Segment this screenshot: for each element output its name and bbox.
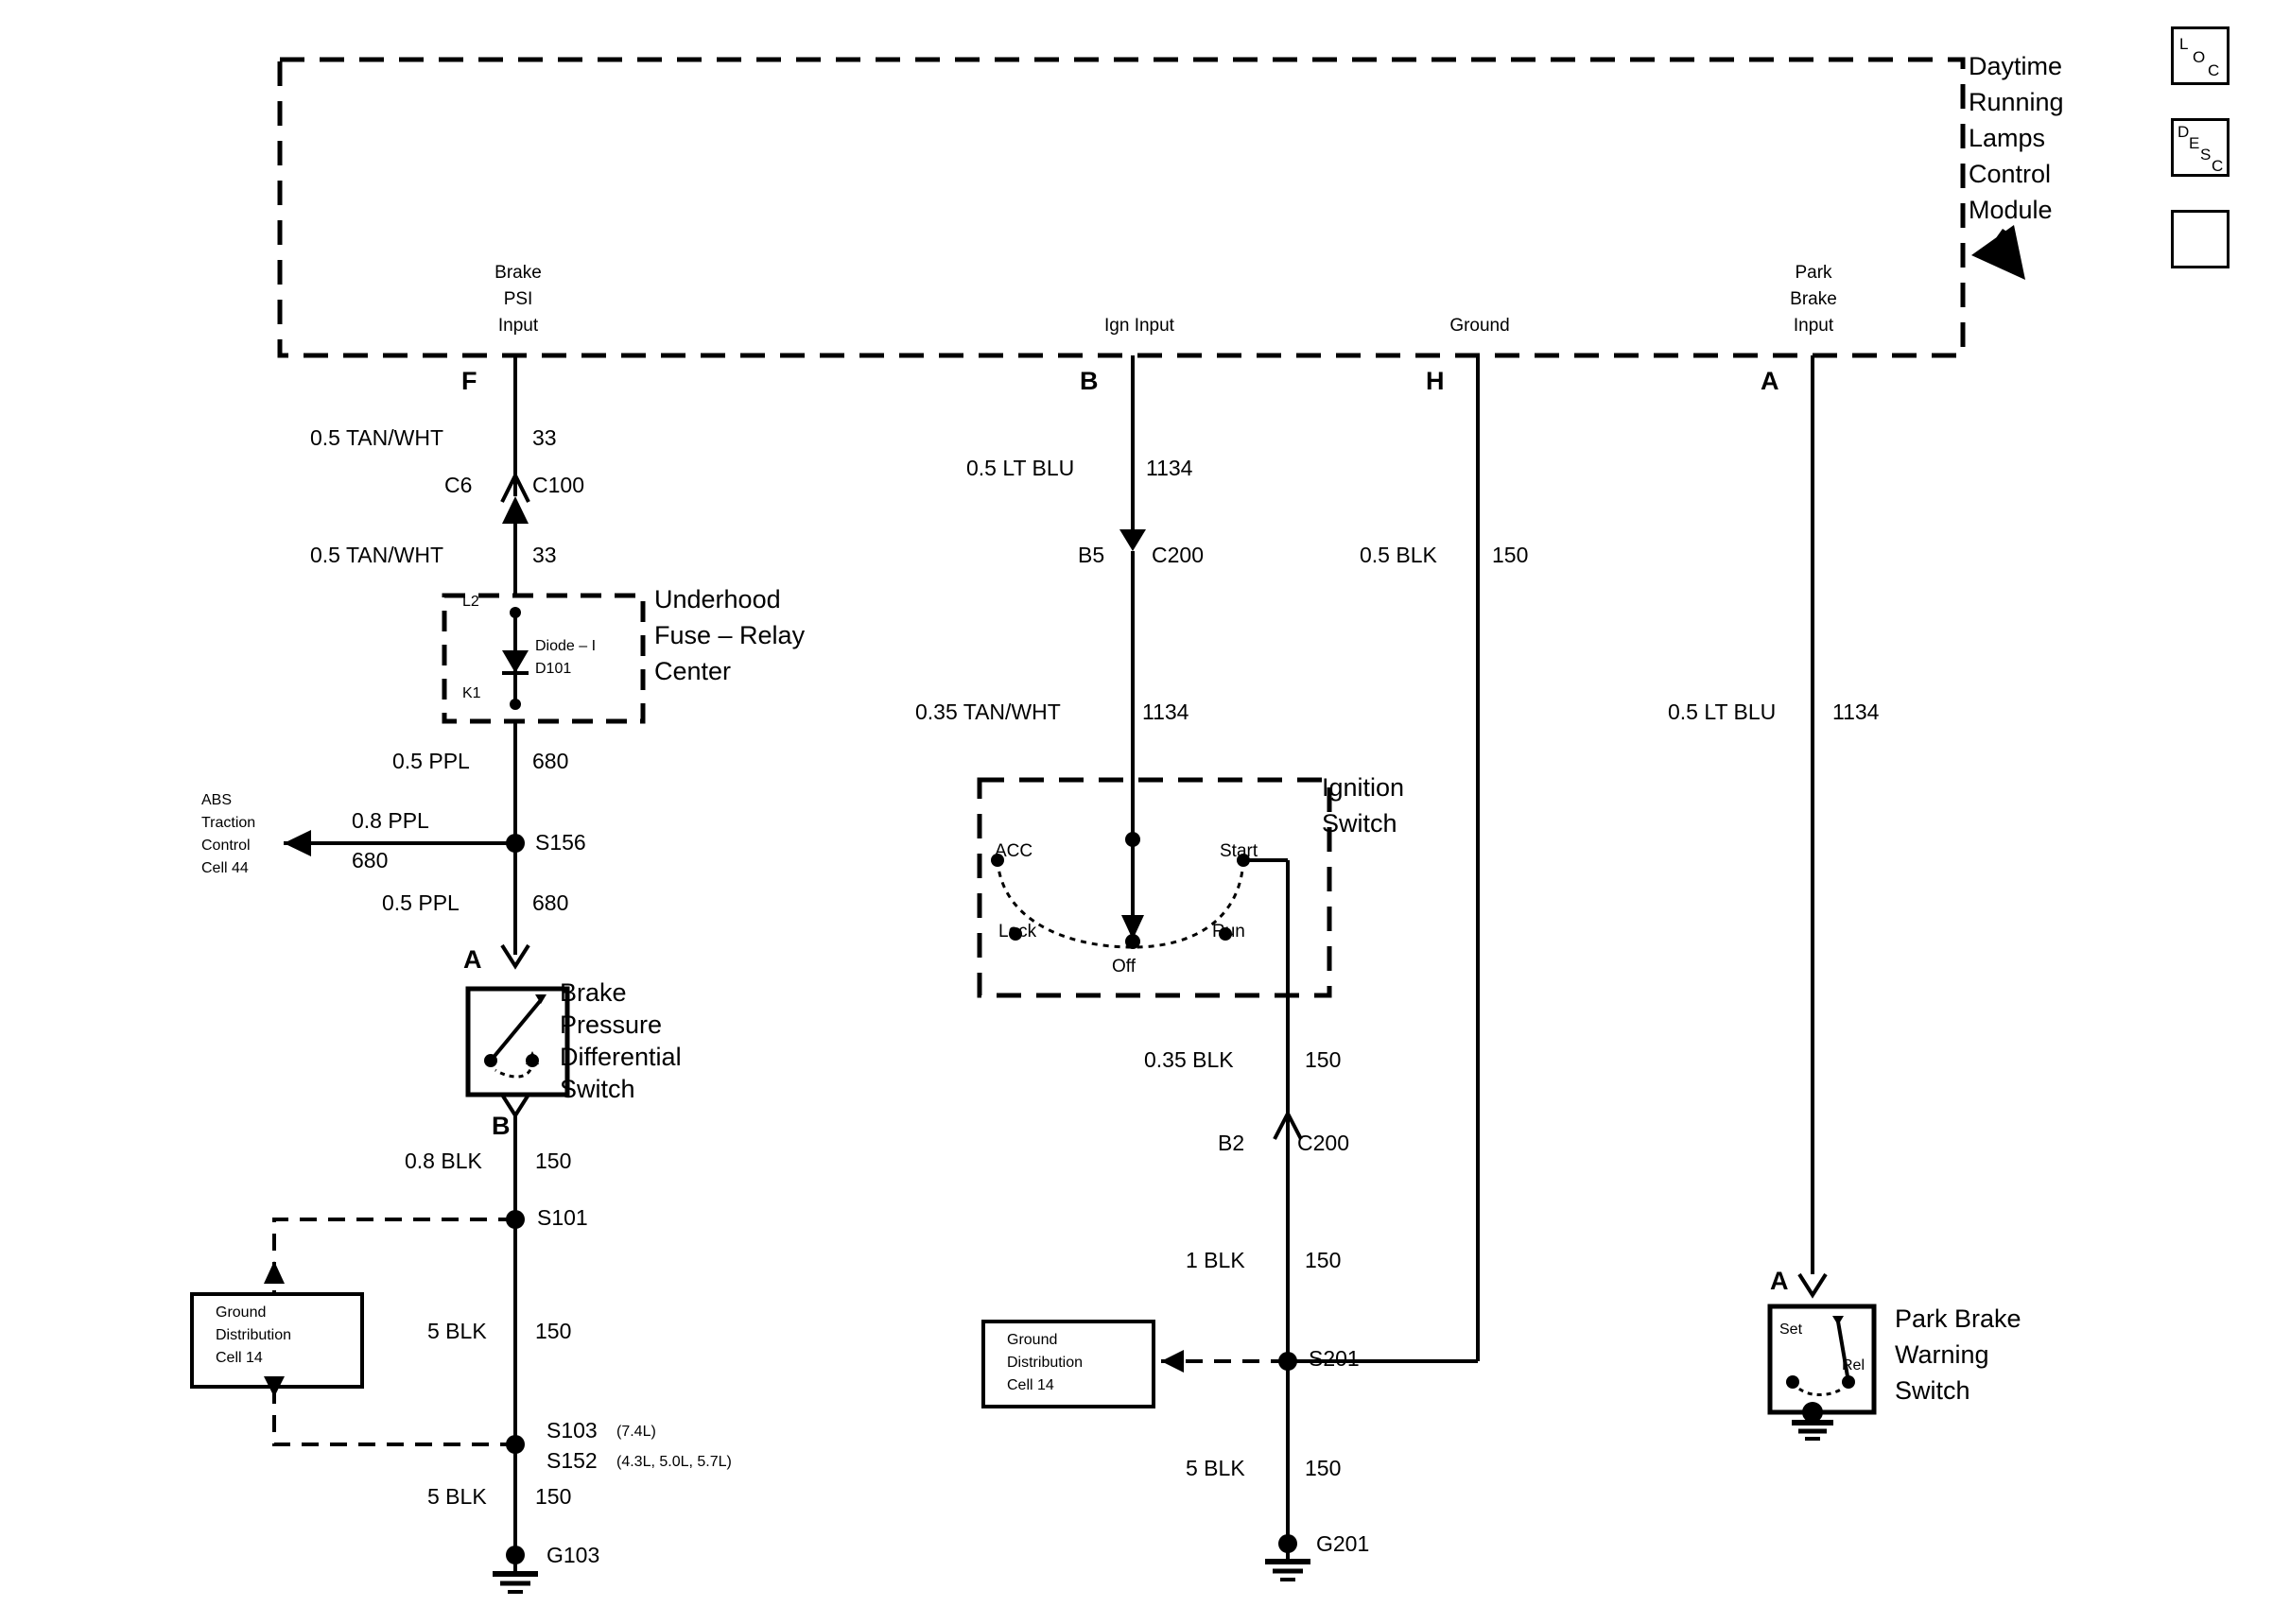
desc-char-e: E	[2189, 134, 2200, 152]
wire-brake-psi-2-circuit: 33	[532, 543, 557, 567]
park-brake-contact-set: Set	[1779, 1322, 1803, 1338]
ground-dist-mid-line3: Cell 14	[1007, 1377, 1054, 1393]
pin-h-label: Ground	[1449, 316, 1510, 336]
pin-a-id: A	[1761, 367, 1779, 395]
splice-s152-note: (4.3L, 5.0L, 5.7L)	[616, 1454, 732, 1470]
pin-a-label-line3: Input	[1793, 316, 1834, 336]
ignition-switch-title-line2: Switch	[1322, 809, 1397, 838]
pin-f-label-line3: Input	[497, 316, 539, 336]
desc-char-d: D	[2178, 123, 2190, 141]
splice-s103-note: (7.4L)	[616, 1424, 656, 1440]
desc-char-s: S	[2200, 146, 2212, 164]
pin-a-label-line2: Brake	[1790, 289, 1837, 309]
diode-terminal-l2: L2	[462, 594, 479, 610]
wire-ign-blk5-circuit: 150	[1305, 1456, 1342, 1480]
brake-switch-title-line3: Differential	[560, 1043, 682, 1071]
connector-c100-name: C100	[532, 473, 584, 497]
brake-switch-pin-a: A	[463, 945, 482, 974]
wire-ign-blk035-spec: 0.35 BLK	[1144, 1047, 1234, 1072]
wire-ppl-top-spec: 0.5 PPL	[392, 749, 470, 773]
wire-ppl-bottom-spec: 0.5 PPL	[382, 890, 460, 915]
wire-ign-blk5-spec: 5 BLK	[1186, 1456, 1245, 1480]
splice-s156-label: S156	[535, 830, 586, 855]
ignition-pos-run: Run	[1212, 922, 1245, 942]
connector-c200-bottom-pin: B2	[1218, 1131, 1245, 1155]
diode-id: D101	[535, 661, 572, 677]
diode-label: Diode – I	[535, 638, 597, 654]
loc-char-l: L	[2179, 35, 2189, 53]
loc-char-c: C	[2208, 61, 2220, 79]
desc-char-c: C	[2212, 157, 2224, 175]
brake-switch-pin-b: B	[492, 1112, 511, 1140]
wire-brake-psi-2-spec: 0.5 TAN/WHT	[310, 543, 443, 567]
park-brake-pin-a: A	[1770, 1267, 1789, 1295]
connector-c200-bottom-name: C200	[1297, 1131, 1349, 1155]
wire-ppl-top-circuit: 680	[532, 749, 569, 773]
abs-cell-line4: Cell 44	[201, 860, 249, 876]
park-brake-title-line1: Park Brake	[1895, 1304, 2021, 1333]
ignition-pos-off: Off	[1112, 957, 1136, 976]
drl-module-title-line5: Module	[1969, 196, 2053, 224]
wire-park-ltblu-circuit: 1134	[1832, 700, 1880, 724]
pin-a-label-line1: Park	[1795, 263, 1832, 283]
wire-brake-psi-1-spec: 0.5 TAN/WHT	[310, 425, 443, 450]
loc-button[interactable]	[2171, 26, 2230, 85]
pin-b-id: B	[1080, 367, 1099, 395]
park-brake-contact-rel: Rel	[1842, 1357, 1865, 1373]
splice-s101-label: S101	[537, 1205, 588, 1230]
wire-ign-ltblu-circuit: 1134	[1146, 456, 1193, 480]
wire-ppl-bottom-circuit: 680	[532, 890, 569, 915]
park-brake-title-line2: Warning	[1895, 1340, 1989, 1369]
abs-cell-line2: Traction	[201, 815, 256, 831]
desc-button[interactable]	[2171, 118, 2230, 177]
ground-dist-left-line3: Cell 14	[216, 1350, 263, 1366]
underhood-title-line2: Fuse – Relay	[654, 621, 806, 649]
wire-ign-blk035-circuit: 150	[1305, 1047, 1342, 1072]
drl-module-title-line4: Control	[1969, 160, 2052, 188]
wire-ign-ltblu-spec: 0.5 LT BLU	[966, 456, 1075, 480]
wire-blk5-upper-circuit: 150	[535, 1319, 572, 1343]
wire-ground-blk-circuit: 150	[1492, 543, 1529, 567]
connector-c200-top-name: C200	[1152, 543, 1204, 567]
drl-module-title-line3: Lamps	[1969, 124, 2046, 152]
wire-ppl-branch-spec: 0.8 PPL	[352, 808, 429, 833]
drl-module-title: Daytime	[1969, 52, 2063, 80]
wire-ground-blk-spec: 0.5 BLK	[1360, 543, 1437, 567]
brake-switch-title-line4: Switch	[560, 1075, 635, 1103]
pin-b-label: Ign Input	[1104, 316, 1174, 336]
splice-s103-label: S103	[547, 1418, 598, 1443]
underhood-title-line1: Underhood	[654, 585, 781, 613]
brake-switch-title-line2: Pressure	[560, 1011, 663, 1039]
ignition-pos-acc: ACC	[995, 841, 1033, 861]
loc-char-o: O	[2193, 48, 2206, 66]
drl-module-title-line2: Running	[1969, 88, 2064, 116]
wire-blk5-lower-circuit: 150	[535, 1484, 572, 1509]
ground-dist-left-line2: Distribution	[216, 1327, 292, 1343]
connector-c100-pin: C6	[444, 473, 473, 497]
diode-terminal-k1: K1	[462, 685, 481, 701]
abs-cell-line3: Control	[201, 838, 251, 854]
wire-ign-blk1-circuit: 150	[1305, 1248, 1342, 1272]
ground-dist-mid-line1: Ground	[1007, 1332, 1058, 1348]
wire-park-ltblu-spec: 0.5 LT BLU	[1668, 700, 1777, 724]
wire-ign-blk1-spec: 1 BLK	[1186, 1248, 1245, 1272]
ground-dist-mid-line2: Distribution	[1007, 1355, 1084, 1371]
pin-f-label-line2: PSI	[503, 289, 533, 309]
brake-switch-title-line1: Brake	[560, 978, 627, 1007]
ignition-pos-start: Start	[1220, 841, 1258, 861]
ignition-switch-title-line1: Ignition	[1322, 773, 1405, 802]
connector-c200-top-pin: B5	[1078, 543, 1105, 567]
wire-blk5-lower-spec: 5 BLK	[427, 1484, 487, 1509]
park-brake-title-line3: Switch	[1895, 1376, 1970, 1405]
pin-f-label-line1: Brake	[495, 263, 542, 283]
underhood-title-line3: Center	[654, 657, 732, 685]
ground-dist-left-line1: Ground	[216, 1304, 267, 1321]
splice-s152-label: S152	[547, 1448, 598, 1473]
wire-blk08-spec: 0.8 BLK	[405, 1149, 482, 1173]
ground-g103-label: G103	[547, 1543, 600, 1567]
ignition-pos-lock: Lock	[998, 922, 1037, 942]
wire-brake-psi-1-circuit: 33	[532, 425, 557, 450]
pin-h-id: H	[1426, 367, 1445, 395]
wire-ign-tanwht-circuit: 1134	[1142, 700, 1189, 724]
wire-blk5-upper-spec: 5 BLK	[427, 1319, 487, 1343]
wire-ppl-branch-circuit: 680	[352, 848, 389, 872]
wire-ign-tanwht-spec: 0.35 TAN/WHT	[915, 700, 1061, 724]
splice-s201-label: S201	[1309, 1346, 1360, 1371]
next-arrow-button[interactable]	[2171, 210, 2230, 268]
wire-blk08-circuit: 150	[535, 1149, 572, 1173]
abs-cell-line1: ABS	[201, 792, 233, 808]
ground-g201-label: G201	[1316, 1531, 1370, 1556]
pin-f-id: F	[461, 367, 477, 395]
